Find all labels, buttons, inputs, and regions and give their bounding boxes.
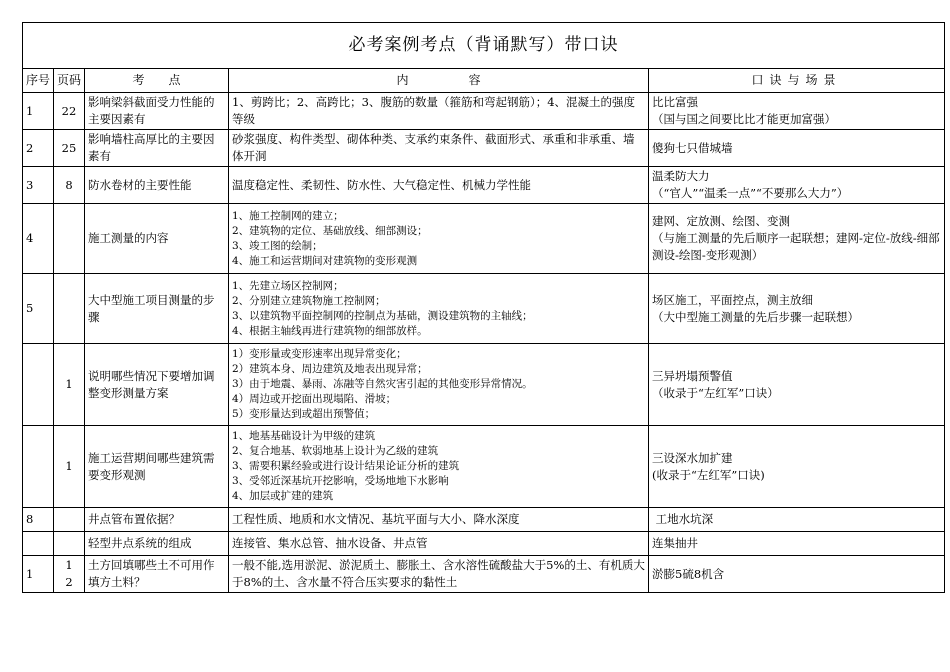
cell-point: 说明哪些情况下要增加调整变形测量方案: [85, 344, 229, 426]
cell-seq: 8: [23, 508, 54, 532]
content-line: 4、加层或扩建的建筑: [232, 490, 334, 502]
cell-page: 22: [54, 93, 85, 130]
header-content: 内 容: [229, 69, 649, 93]
content-line: 4）周边或开挖面出现塌陷、滑坡；: [232, 393, 397, 405]
cell-mnemonic: [649, 204, 945, 274]
cell-mnemonic: [649, 344, 945, 426]
content-line: 3、竣工图的绘制；: [232, 239, 323, 252]
cell-seq: 3: [23, 167, 54, 204]
cell-page: [54, 508, 85, 532]
cell-seq: 4: [23, 204, 54, 274]
content-line: 3、受邻近深基坑开挖影响，受场地地下水影响: [232, 475, 449, 487]
header-page: 页码: [54, 69, 85, 93]
content-line: 1、先建立场区控制网；: [232, 279, 344, 292]
cell-content: [229, 130, 649, 167]
mnemonic-line: 淤膨5硫8机含: [652, 566, 725, 581]
cell-seq: 5: [23, 274, 54, 344]
page-title: 必考案例考点（背诵默写）带口诀: [23, 23, 945, 69]
cell-page: 1 2: [54, 556, 85, 593]
mnemonic-line: 场区施工，平面控点，测主放细: [652, 292, 813, 307]
cell-mnemonic: [649, 274, 945, 344]
content-line: 2、建筑物的定位、基础放线、细部测设；: [232, 224, 428, 237]
table-row: [23, 93, 945, 130]
cell-content: [229, 344, 649, 426]
table-row: [23, 556, 945, 593]
content-line: 5）变形量达到或超出预警值；: [232, 408, 376, 420]
cell-mnemonic: [649, 556, 945, 593]
mnemonic-line: 连集抽井: [652, 536, 698, 550]
content-line: 4、根据主轴线再进行建筑物的细部放样。: [232, 324, 428, 337]
cell-content: [229, 204, 649, 274]
cell-page: 25: [54, 130, 85, 167]
cell-page: 1: [54, 426, 85, 508]
cell-seq: [23, 426, 54, 508]
cell-content: [229, 274, 649, 344]
cell-page: [54, 532, 85, 556]
cell-mnemonic: [649, 130, 945, 167]
cell-content: [229, 556, 649, 593]
cell-point: 影响梁斜截面受力性能的主要因素有: [85, 93, 229, 130]
cell-page: [54, 204, 85, 274]
cell-mnemonic: [649, 426, 945, 508]
content-line: 3）由于地震、暴雨、冻融等自然灾害引起的其他变形异常情况。: [232, 378, 533, 390]
table-row: [23, 204, 945, 274]
mnemonic-line: （“官人”“温柔一点”“不要那么大力”）: [652, 186, 849, 200]
cell-mnemonic: [649, 93, 945, 130]
cell-content: [229, 167, 649, 204]
cell-seq: 2: [23, 130, 54, 167]
header-seq: 序号: [23, 69, 54, 93]
cell-point: 施工运营期间哪些建筑需要变形观测: [85, 426, 229, 508]
mnemonic-line: （国与国之间要比比才能更加富强）: [652, 112, 836, 126]
mnemonic-line: 三设深水加扩建: [652, 450, 733, 465]
sheet: [22, 22, 944, 593]
content-line: 1、剪跨比；2、高跨比；3、腹筋的数量（箍筋和弯起钢筋）；4、混凝土的强度等级: [232, 95, 636, 126]
content-line: 连接管、集水总管、抽水设备、井点管: [232, 536, 428, 550]
content-line: 4、施工和运营期间对建筑物的变形观测: [232, 254, 418, 267]
table-row: [23, 344, 945, 426]
cell-mnemonic: [649, 508, 945, 532]
table-row: [23, 167, 945, 204]
mnemonic-line: 温柔防大力: [652, 169, 710, 183]
header-mnemonic: 口诀与场景: [649, 69, 945, 93]
cell-point: 土方回填哪些土不可用作填方土料？: [85, 556, 229, 593]
header-point: 考 点: [85, 69, 229, 93]
table-body: [23, 93, 945, 593]
content-line: 3、需要积累经验或进行设计结果论证分析的建筑: [232, 460, 460, 472]
table-row: [23, 426, 945, 508]
content-line: 3、以建筑物平面控制网的控制点为基础，测设建筑物的主轴线；: [232, 309, 533, 322]
content-line: 2、分别建立建筑物施工控制网；: [232, 294, 386, 307]
content-line: 1、施工控制网的建立；: [232, 209, 344, 222]
cell-mnemonic: [649, 167, 945, 204]
content-line: 一般不能,选用淤泥、淤泥质土、膨胀土、含水溶性硫酸盐大于5%的土、有机质大于8%的土、含水量不符合压实要求的黏性土: [232, 558, 645, 589]
cell-seq: [23, 532, 54, 556]
cell-point: 轻型井点系统的组成: [85, 532, 229, 556]
cell-seq: 1: [23, 556, 54, 593]
cell-point: 大中型施工项目测量的步骤: [85, 274, 229, 344]
exam-table: [22, 22, 945, 593]
mnemonic-line: 比比富强: [652, 95, 698, 109]
cell-page: 8: [54, 167, 85, 204]
cell-point: 防水卷材的主要性能: [85, 167, 229, 204]
cell-point: 井点管布置依据？: [85, 508, 229, 532]
cell-point: 影响墙柱高厚比的主要因素有: [85, 130, 229, 167]
mnemonic-line: （与施工测量的先后顺序一起联想；建网-定位-放线-细部测设-绘图-变形观测）: [652, 231, 940, 262]
mnemonic-line: 三异坍塌预警值: [652, 368, 733, 383]
cell-page: 1: [54, 344, 85, 426]
cell-page: [54, 274, 85, 344]
mnemonic-line: （收录于“左红军”口诀）: [652, 385, 779, 400]
table-row: [23, 274, 945, 344]
cell-content: [229, 532, 649, 556]
content-line: 温度稳定性、柔韧性、防水性、大气稳定性、机械力学性能: [232, 177, 531, 192]
mnemonic-line: 建网、定放测、绘图、变测: [652, 214, 790, 228]
content-line: 砂浆强度、构件类型、砌体种类、支承约束条件、截面形式、承重和非承重、墙体开洞: [232, 132, 635, 163]
mnemonic-line: (收录于“左红军”口诀): [652, 467, 765, 482]
content-line: 1、地基基础设计为甲级的建筑: [232, 430, 376, 442]
cell-mnemonic: [649, 532, 945, 556]
header-row: [23, 69, 945, 93]
content-line: 1）变形量或变形速率出现异常变化；: [232, 348, 407, 360]
table-row: [23, 130, 945, 167]
cell-content: [229, 93, 649, 130]
cell-content: [229, 508, 649, 532]
content-line: 2）建筑本身、周边建筑及地表出现异常；: [232, 363, 428, 375]
table-row: [23, 532, 945, 556]
cell-seq: 1: [23, 93, 54, 130]
mnemonic-line: （大中型施工测量的先后步骤一起联想）: [652, 309, 859, 324]
cell-point: 施工测量的内容: [85, 204, 229, 274]
cell-content: [229, 426, 649, 508]
mnemonic-line: 傻狗七只借城墙: [652, 140, 733, 155]
content-line: 2、复合地基、软弱地基上设计为乙级的建筑: [232, 445, 439, 457]
table-row: [23, 508, 945, 532]
mnemonic-line: 工地水坑深: [652, 512, 714, 526]
content-line: 工程性质、地质和水文情况、基坑平面与大小、降水深度: [232, 512, 520, 526]
cell-seq: [23, 344, 54, 426]
